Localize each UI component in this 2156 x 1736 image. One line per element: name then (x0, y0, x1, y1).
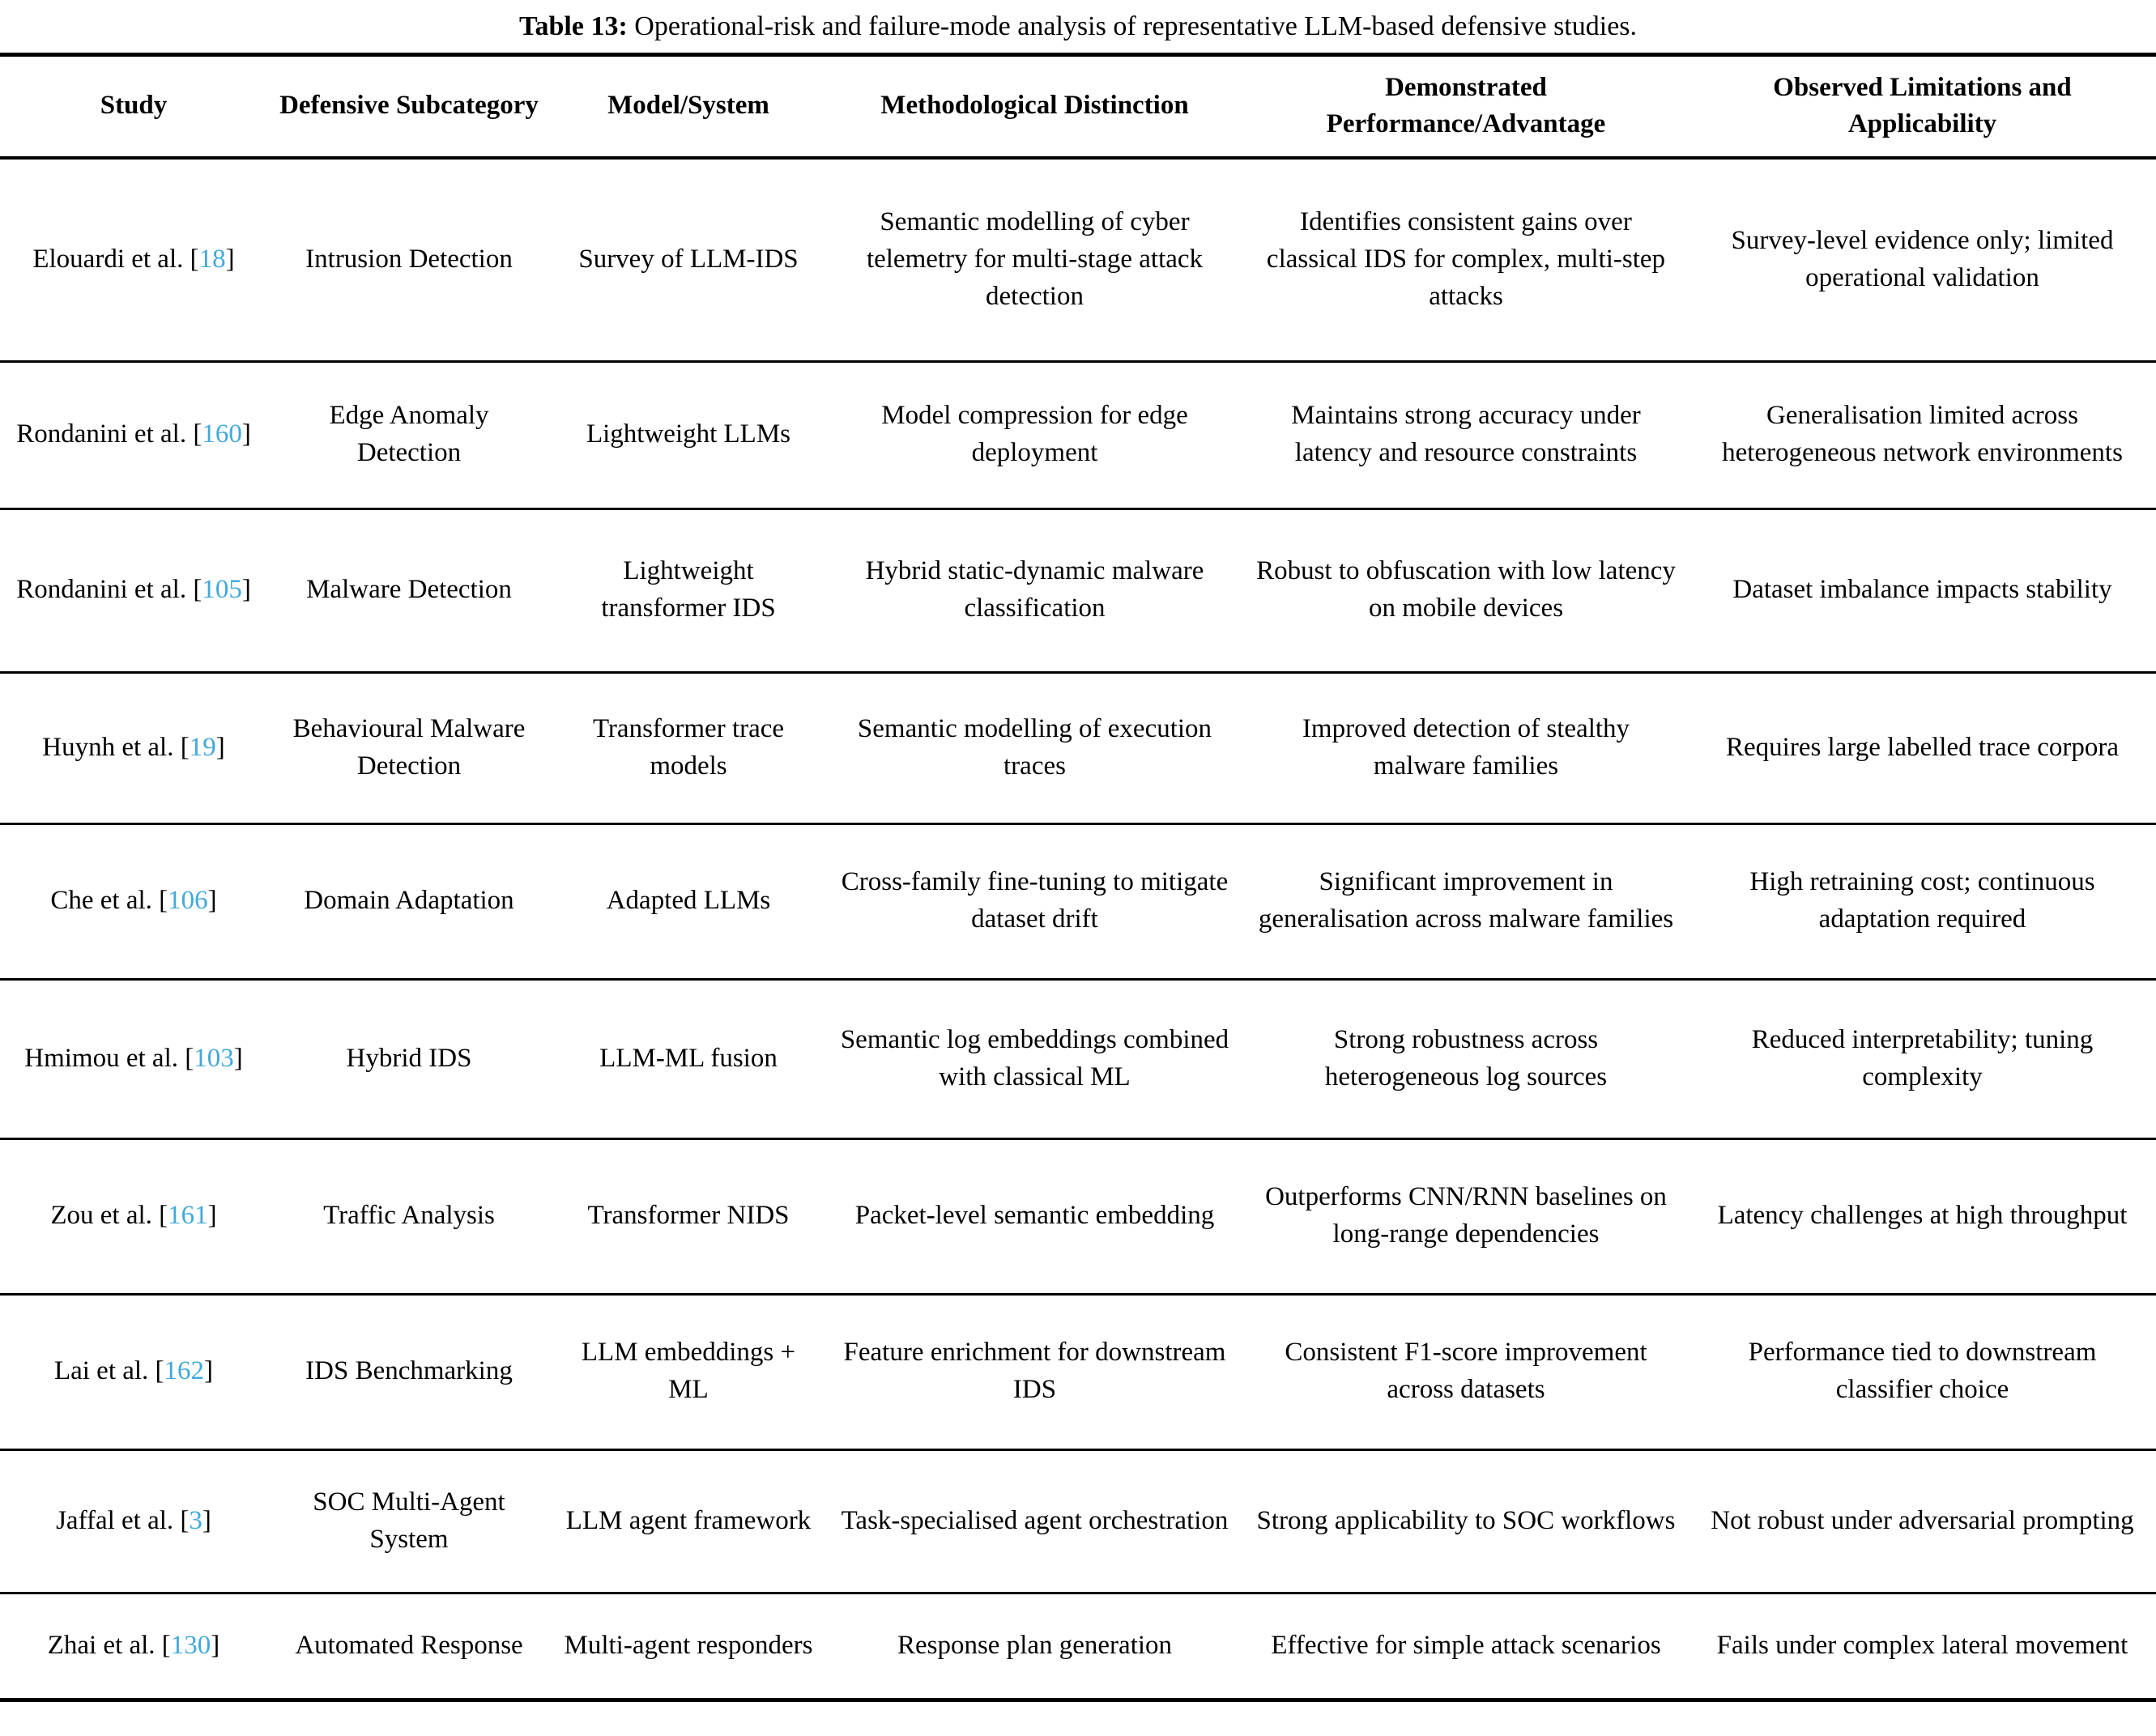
study-text: Zhai et al. [ (47, 1630, 171, 1660)
study-text: ] (211, 1630, 220, 1660)
model-system-cell: LLM-ML fusion (599, 1043, 778, 1073)
methodological-distinction-cell: Cross-family fine-tuning to mitigate dataset drift (841, 867, 1229, 934)
citation-link[interactable]: 161 (168, 1201, 208, 1231)
study-text: Rondanini et al. [ (16, 419, 202, 449)
study-cell (0, 979, 267, 1138)
performance-advantage-cell: Improved detection of stealthy malware families (1302, 713, 1630, 781)
model-system-cell: Survey of LLM-IDS (578, 244, 799, 274)
table-row (0, 823, 2156, 979)
limitations-cell: Generalisation limited across heterogeneous network environments (1722, 401, 2123, 467)
table-body (0, 158, 2156, 1700)
subcategory-cell: Hybrid IDS (346, 1043, 472, 1073)
limitations-cell: Latency challenges at high throughput (1717, 1201, 2128, 1231)
study-text: ] (215, 732, 225, 762)
study-text: Che et al. [ (50, 886, 168, 916)
study-text: ] (225, 244, 235, 274)
model-system-cell: Lightweight LLMs (586, 419, 791, 449)
citation-link[interactable]: 130 (170, 1630, 211, 1660)
performance-advantage-cell: Maintains strong accuracy under latency and resource constraints (1291, 401, 1641, 467)
citation-link[interactable]: 162 (164, 1356, 205, 1386)
model-system-cell: LLM agent framework (565, 1505, 812, 1535)
citation-link[interactable]: 103 (194, 1043, 234, 1073)
limitations-cell: Fails under complex lateral movement (1716, 1630, 2128, 1660)
study-text: Zou et al. [ (50, 1201, 168, 1231)
subcategory-cell: Behavioural Malware Detection (292, 713, 526, 781)
performance-advantage-cell: Effective for simple attack scenarios (1271, 1630, 1661, 1660)
study-text: Hmimou et al. [ (24, 1043, 194, 1073)
table-row (0, 158, 2156, 361)
citation-link[interactable]: 18 (198, 244, 226, 274)
column-header-demonstrated-performance: Demonstrated Performance/Advantage (1326, 72, 1606, 139)
subcategory-cell: SOC Multi-Agent System (313, 1487, 505, 1554)
limitations-cell: High retraining cost; continuous adaptation required (1749, 867, 2095, 934)
limitations-cell: Reduced interpretability; tuning complexity (1751, 1024, 2094, 1091)
table-row (0, 979, 2156, 1138)
table-row (0, 1449, 2156, 1593)
study-cell (0, 1294, 267, 1449)
table-row (0, 361, 2156, 508)
performance-advantage-cell: Outperforms CNN/RNN baselines on long-range dependencies (1265, 1182, 1667, 1249)
study-text: ] (241, 419, 251, 449)
subcategory-cell: Domain Adaptation (304, 886, 514, 916)
table-row (0, 508, 2156, 672)
study-cell (0, 361, 267, 508)
subcategory-cell: Edge Anomaly Detection (329, 401, 489, 467)
citation-link[interactable]: 19 (189, 732, 216, 762)
citation-link[interactable]: 3 (189, 1505, 202, 1535)
study-cell (0, 1593, 267, 1700)
study-cell (0, 158, 267, 361)
study-text: ] (233, 1043, 243, 1073)
methodological-distinction-cell: Semantic log embeddings combined with classical ML (840, 1024, 1229, 1091)
study-cell (0, 672, 267, 823)
methodological-distinction-cell: Response plan generation (897, 1630, 1173, 1660)
table-row (0, 1138, 2156, 1294)
table-caption (0, 0, 2156, 53)
subcategory-cell: Automated Response (295, 1630, 523, 1660)
methodological-distinction-cell: Semantic modelling of execution traces (857, 713, 1212, 781)
study-text: ] (204, 1356, 214, 1386)
table-header (0, 54, 2156, 158)
study-text: ] (202, 1505, 211, 1535)
study-text: ] (241, 575, 251, 605)
performance-advantage-cell: Consistent F1-score improvement across datasets (1285, 1338, 1647, 1404)
study-text: Jaffal et al. [ (56, 1505, 190, 1535)
model-system-cell: Transformer trace models (592, 713, 785, 781)
performance-advantage-cell: Strong applicability to SOC workflows (1256, 1505, 1676, 1535)
column-header-defensive-subcategory: Defensive Subcategory (279, 91, 539, 121)
study-cell (0, 1138, 267, 1294)
citation-link[interactable]: 160 (202, 419, 242, 449)
model-system-cell: LLM embeddings + ML (581, 1338, 796, 1404)
column-header-methodological-distinction: Methodological Distinction (880, 91, 1189, 121)
study-cell (0, 823, 267, 979)
column-header-study: Study (100, 91, 168, 121)
subcategory-cell: IDS Benchmarking (305, 1356, 513, 1386)
study-text: Elouardi et al. [ (32, 244, 199, 274)
subcategory-cell: Traffic Analysis (323, 1201, 495, 1231)
study-cell (0, 1449, 267, 1593)
model-system-cell: Multi-agent responders (564, 1630, 813, 1660)
table-caption-label: Table 13: (518, 11, 628, 41)
column-header-observed-limitations: Observed Limitations and Applicability (1773, 72, 2072, 139)
methodological-distinction-cell: Feature enrichment for downstream IDS (843, 1338, 1226, 1404)
subcategory-cell: Intrusion Detection (305, 244, 513, 274)
header-row (0, 54, 2156, 158)
table-row (0, 1593, 2156, 1700)
risk-analysis-table (0, 53, 2156, 1702)
citation-link[interactable]: 106 (168, 886, 208, 916)
study-text: ] (207, 886, 217, 916)
methodological-distinction-cell: Hybrid static-dynamic malware classification (865, 556, 1204, 623)
column-header-model-system: Model/System (607, 91, 769, 121)
citation-link[interactable]: 105 (202, 575, 242, 605)
table-caption-text: Operational-risk and failure-mode analysis of representative LLM-based defensive studies. (627, 11, 1638, 41)
limitations-cell: Not robust under adversarial prompting (1711, 1505, 2134, 1535)
performance-advantage-cell: Robust to obfuscation with low latency on mobile devices (1256, 556, 1676, 623)
study-text: Lai et al. [ (53, 1356, 164, 1386)
performance-advantage-cell: Significant improvement in generalisation across malware families (1258, 867, 1674, 934)
limitations-cell: Dataset imbalance impacts stability (1732, 575, 2112, 605)
table-row (0, 672, 2156, 823)
methodological-distinction-cell: Task-specialised agent orchestration (841, 1505, 1229, 1535)
limitations-cell: Performance tied to downstream classifier choice (1748, 1338, 2097, 1404)
model-system-cell: Transformer NIDS (587, 1201, 790, 1231)
limitations-cell: Survey-level evidence only; limited operational validation (1731, 226, 2114, 292)
methodological-distinction-cell: Model compression for edge deployment (881, 401, 1188, 467)
methodological-distinction-cell: Packet-level semantic embedding (854, 1201, 1215, 1231)
study-text: Rondanini et al. [ (16, 575, 202, 605)
subcategory-cell: Malware Detection (306, 575, 512, 605)
performance-advantage-cell: Identifies consistent gains over classical IDS for complex, multi-step attacks (1266, 207, 1666, 311)
performance-advantage-cell: Strong robustness across heterogeneous log sources (1324, 1024, 1608, 1091)
study-text: ] (207, 1201, 217, 1231)
study-cell (0, 508, 267, 672)
table-row (0, 1294, 2156, 1449)
methodological-distinction-cell: Semantic modelling of cyber telemetry for multi-stage attack detection (866, 207, 1204, 311)
model-system-cell: Adapted LLMs (606, 886, 771, 916)
limitations-cell: Requires large labelled trace corpora (1726, 732, 2119, 762)
study-text: Huynh et al. [ (42, 732, 190, 762)
model-system-cell: Lightweight transformer IDS (601, 556, 776, 623)
